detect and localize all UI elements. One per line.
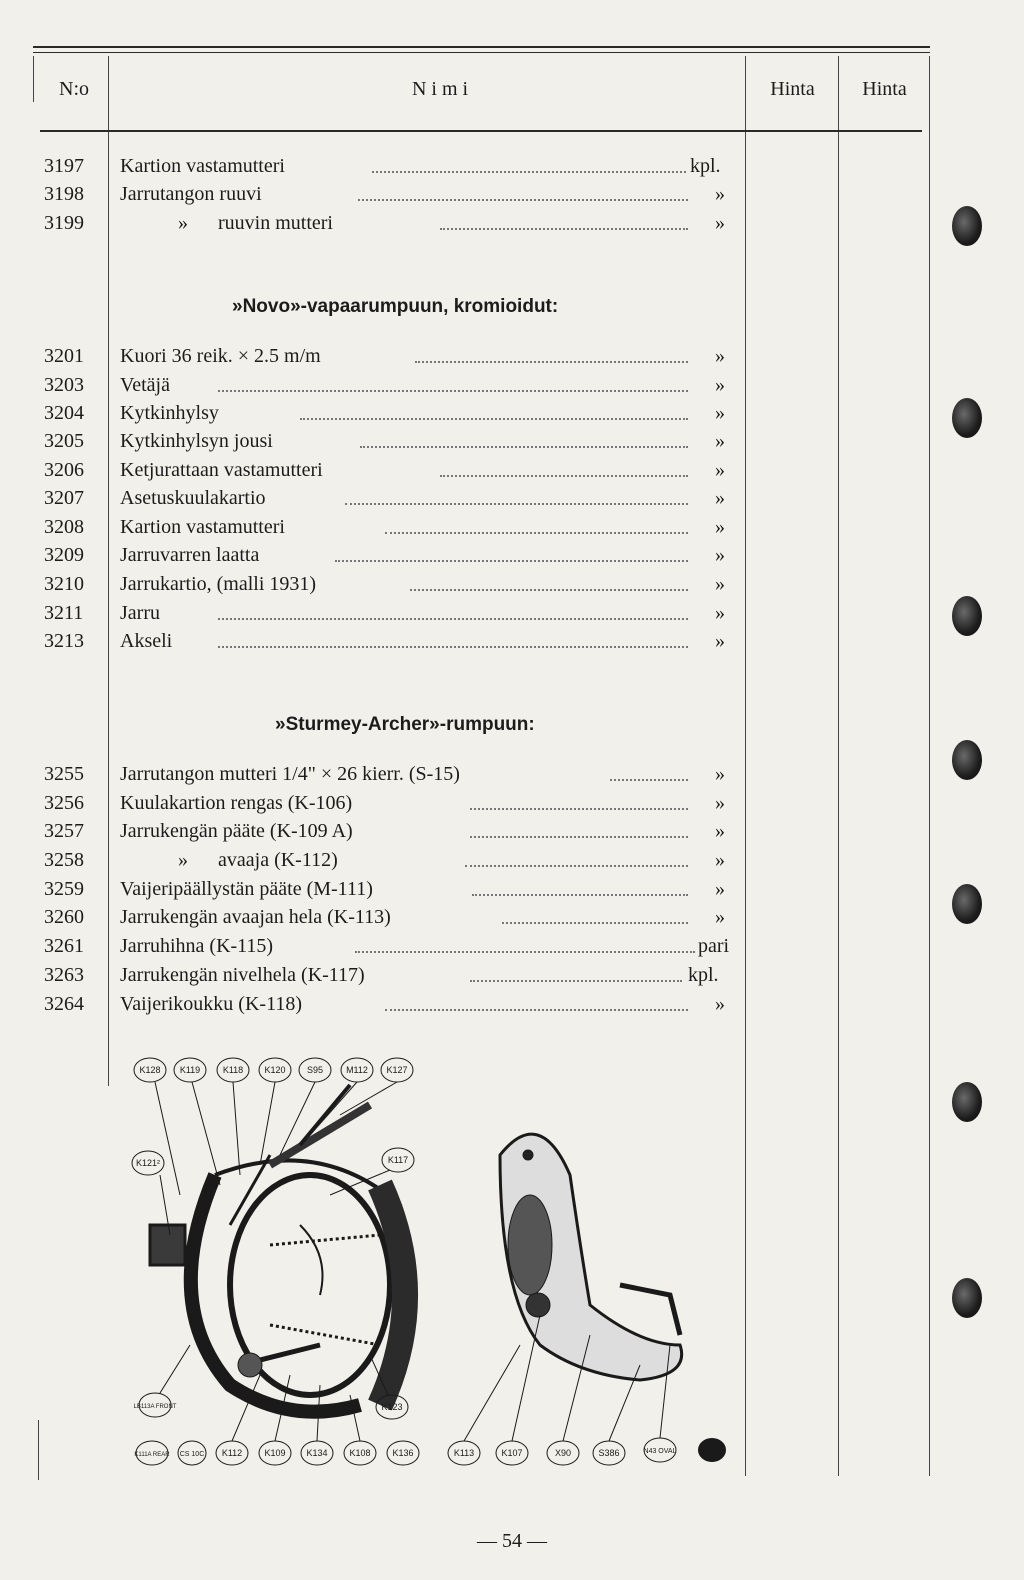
column-line	[33, 56, 34, 102]
callout-k127	[381, 1058, 413, 1082]
item-unit: »	[715, 183, 725, 205]
item-name: » avaaja (K-112)	[178, 849, 338, 871]
callout-k119	[174, 1058, 206, 1082]
callout-k121	[132, 1151, 164, 1175]
leader-dots	[470, 836, 688, 838]
item-number: 3210	[44, 573, 84, 595]
item-unit: »	[715, 430, 725, 452]
callout-k112	[216, 1441, 248, 1465]
callout-text: K109	[264, 1448, 286, 1458]
section-heading-sturmey: »Sturmey-Archer»-rumpuun:	[275, 714, 535, 735]
callout-text: K121²	[135, 1158, 161, 1168]
column-line	[929, 56, 930, 1476]
callout-text: CS 10C	[179, 1451, 205, 1458]
item-unit: »	[715, 573, 725, 595]
item-name: Jarrutangon mutteri 1/4" × 26 kierr. (S-15)	[120, 763, 460, 785]
callout-black-mark	[698, 1438, 726, 1462]
callout-x90	[547, 1441, 579, 1465]
item-number: 3258	[44, 849, 84, 871]
callout-text: S95	[306, 1065, 324, 1075]
item-name: Vaijerikoukku (K-118)	[120, 993, 302, 1015]
callout-text: N43 OVAL	[643, 1448, 677, 1455]
item-number: 3198	[44, 183, 84, 205]
item-unit: »	[715, 993, 725, 1015]
item-name: Jarru	[120, 602, 160, 624]
brake-assembly-drawing	[150, 1085, 411, 1412]
item-unit: »	[715, 906, 725, 928]
item-number: 3205	[44, 430, 84, 452]
column-line	[838, 56, 839, 1476]
item-name: Kartion vastamutteri	[120, 516, 285, 538]
item-unit: »	[715, 602, 725, 624]
callout-text: K127	[386, 1065, 408, 1075]
binder-hole	[952, 398, 982, 438]
binder-hole	[952, 1082, 982, 1122]
item-number: 3211	[44, 602, 84, 624]
leader-dots	[300, 418, 688, 420]
callout-lb113a	[134, 1393, 177, 1417]
leader-dots	[358, 199, 688, 201]
bracket-drawing	[500, 1134, 682, 1380]
leader-dots	[218, 646, 688, 648]
leader-dots	[415, 361, 688, 363]
callout-text: K128	[139, 1065, 161, 1075]
item-unit: »	[715, 630, 725, 652]
item-unit: »	[715, 459, 725, 481]
item-number: 3204	[44, 402, 84, 424]
leader-dots	[440, 228, 688, 230]
callout-k117	[382, 1148, 414, 1172]
leader-dots	[470, 808, 688, 810]
callout-text: K118	[222, 1065, 244, 1075]
leader-dots	[345, 503, 688, 505]
callout-text: K113	[453, 1448, 475, 1458]
item-name: Jarrukengän avaajan hela (K-113)	[120, 906, 391, 928]
binder-hole	[952, 206, 982, 246]
item-name: Jarrukengän pääte (K-109 A)	[120, 820, 353, 842]
item-name: Jarruvarren laatta	[120, 544, 260, 566]
item-unit: »	[715, 345, 725, 367]
callout-k136	[387, 1441, 419, 1465]
item-number: 3199	[44, 212, 84, 234]
item-number: 3209	[44, 544, 84, 566]
leader-dots	[360, 446, 688, 448]
callout-text: K123	[381, 1402, 403, 1412]
leader-dots	[372, 171, 686, 173]
leader-dots	[470, 980, 682, 982]
callout-text: M112	[346, 1065, 368, 1075]
item-number: 3203	[44, 374, 84, 396]
item-unit: kpl.	[690, 155, 721, 177]
header-rule	[40, 130, 922, 132]
item-name: Kuulakartion rengas (K-106)	[120, 792, 353, 814]
item-unit: »	[715, 792, 725, 814]
callout-text: K134	[306, 1448, 328, 1458]
item-unit: »	[715, 212, 725, 234]
callout-text: K107	[501, 1448, 523, 1458]
item-number: 3208	[44, 516, 84, 538]
item-name: Vaijeripäällystän pääte (M-111)	[120, 878, 373, 900]
item-number: 3261	[44, 935, 84, 957]
item-name: Akseli	[120, 630, 173, 652]
leader-dots	[440, 475, 688, 477]
item-unit: »	[715, 544, 725, 566]
callout-k120	[259, 1058, 291, 1082]
item-number: 3201	[44, 345, 84, 367]
item-name: Jarrukengän nivelhela (K-117)	[120, 964, 365, 986]
leader-dots	[465, 865, 688, 867]
callout-text: K120	[264, 1065, 286, 1075]
item-number: 3264	[44, 993, 84, 1015]
leader-dots	[218, 390, 688, 392]
item-unit: »	[715, 878, 725, 900]
item-unit: »	[715, 402, 725, 424]
brake-parts-diagram	[120, 1045, 740, 1475]
item-unit: »	[715, 516, 725, 538]
item-number: 3206	[44, 459, 84, 481]
item-name: Kytkinhylsy	[120, 402, 219, 424]
callout-k108	[344, 1441, 376, 1465]
item-name: » ruuvin mutteri	[178, 212, 333, 234]
callout-labels	[132, 1058, 726, 1465]
header-name: N i m i	[411, 78, 469, 100]
item-name: Jarrukartio, (malli 1931)	[120, 573, 317, 595]
callout-s95	[299, 1058, 331, 1082]
callout-text: K108	[349, 1448, 371, 1458]
callout-s386	[593, 1441, 625, 1465]
leader-dots	[355, 951, 695, 953]
item-unit: »	[715, 763, 725, 785]
callout-k111a	[134, 1441, 170, 1465]
callout-k118	[217, 1058, 249, 1082]
item-name: Jarrutangon ruuvi	[120, 183, 262, 205]
leader-dots	[218, 618, 688, 620]
item-name: Vetäjä	[120, 374, 170, 396]
callout-text: K117	[387, 1155, 409, 1165]
item-number: 3255	[44, 763, 84, 785]
top-rule-thin	[33, 52, 930, 53]
binder-hole	[952, 884, 982, 924]
item-unit: »	[715, 374, 725, 396]
item-name: Kuori 36 reik. × 2.5 m/m	[120, 345, 321, 367]
callout-text: K136	[392, 1448, 414, 1458]
leader-dots	[610, 779, 688, 781]
callout-text: LB113A FRONT	[133, 1404, 177, 1410]
callout-k113	[448, 1441, 480, 1465]
callout-text: K112	[221, 1448, 243, 1458]
callout-cs10c	[178, 1441, 206, 1465]
item-number: 3259	[44, 878, 84, 900]
item-number: 3257	[44, 820, 84, 842]
leader-dots	[335, 560, 688, 562]
leader-dots	[472, 894, 688, 896]
callout-m112	[341, 1058, 373, 1082]
leader-dots	[410, 589, 688, 591]
callout-k134	[301, 1441, 333, 1465]
item-number: 3207	[44, 487, 84, 509]
item-name: Kytkinhylsyn jousi	[120, 430, 273, 452]
leader-dots	[385, 532, 688, 534]
page-number: — 54 —	[477, 1530, 547, 1552]
leader-dots	[385, 1009, 688, 1011]
item-number: 3213	[44, 630, 84, 652]
item-number: 3197	[44, 155, 84, 177]
callout-text: S386	[598, 1448, 620, 1458]
binder-hole	[952, 1278, 982, 1318]
header-no: N:o	[59, 78, 89, 100]
top-rule	[33, 46, 930, 48]
item-name: Jarruhihna (K-115)	[120, 935, 274, 957]
binder-hole	[952, 596, 982, 636]
leader-dots	[502, 922, 688, 924]
item-name: Ketjurattaan vastamutteri	[120, 459, 323, 481]
item-name: Asetuskuulakartio	[120, 487, 266, 509]
callout-n43	[644, 1438, 677, 1462]
callout-text: K111A REAR	[134, 1452, 170, 1458]
header-price-2: Hinta	[862, 78, 907, 100]
callout-text: X90	[554, 1448, 572, 1458]
header-price-1: Hinta	[770, 78, 815, 100]
item-number: 3256	[44, 792, 84, 814]
callout-k107	[496, 1441, 528, 1465]
item-unit: »	[715, 820, 725, 842]
item-number: 3263	[44, 964, 84, 986]
section-heading-novo: »Novo»-vapaarumpuun, kromioidut:	[232, 296, 559, 317]
item-unit: »	[715, 849, 725, 871]
callout-k109	[259, 1441, 291, 1465]
item-unit: pari	[698, 935, 730, 957]
item-unit: »	[715, 487, 725, 509]
item-number: 3260	[44, 906, 84, 928]
item-name: Kartion vastamutteri	[120, 155, 285, 177]
callout-text: K119	[179, 1065, 201, 1075]
column-line	[108, 56, 109, 1086]
callout-k128	[134, 1058, 166, 1082]
column-line	[38, 1420, 39, 1480]
binder-hole	[952, 740, 982, 780]
item-unit: kpl.	[688, 964, 719, 986]
